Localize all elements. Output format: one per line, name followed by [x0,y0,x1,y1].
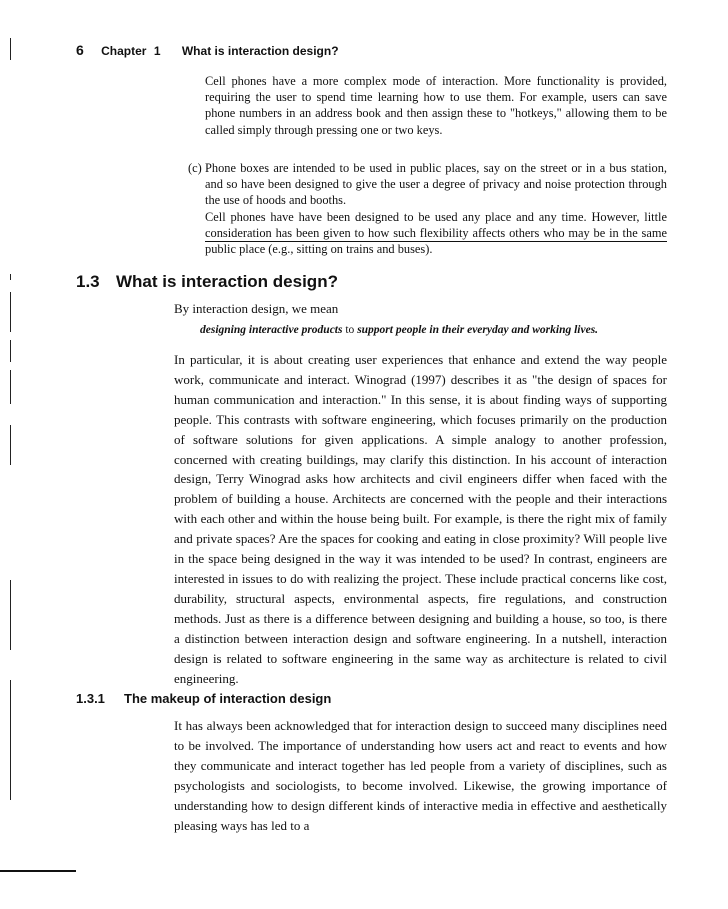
section-paragraph: In particular, it is about creating user experiences that enhance and extend the way people work, communicate and interact. Winograd (1997) describes it as "the design of spaces for human communication and interaction." In this sense, it is about finding ways of supporting people. This contrasts with software engineering, which focuses primarily on the production of software solutions for given applications. A simple analogy to another profession, concerned with creating buildings, may clarify this distinction. In his account of interaction design, Terry Winograd asks how architects and civil engineers differ when faced with the problem of building a house. Architects are concerned with the people and their interactions with each other and within the house being built. For example, is there the right mix of family and private spaces? Are the spaces for cooking and eating in close proximity? Will people live in the space being designed in the way it was intended to be used? In contrast, engineers are interested in issues to do with realizing the project. These include practical concerns like cost, durability, structural aspects, environmental aspects, fire regulations, and construction methods. Just as there is a difference between designing and building a house, so too, is there a distinction between interaction design and software engineering. In a nutshell, interaction design is related to software engineering in the same way as architecture is related to civil engineering. [174,352,667,686]
definition-connector: to [345,324,355,336]
margin-bar [10,274,11,280]
margin-bar [10,580,11,650]
running-title: What is interaction design? [181,44,339,58]
margin-bar [10,38,11,60]
section-intro: By interaction design, we mean [174,301,339,316]
margin-bar [10,370,11,404]
subsection-heading [76,691,331,706]
footer-rule [0,870,76,872]
page-number: 6 [76,42,84,58]
margin-bar [10,292,11,332]
section-number: 1.3 [76,272,100,291]
list-item-c [188,160,667,209]
margin-bar [10,425,11,465]
note-phone-boxes: Phone boxes are intended to be used in public places, say on the street or in a bus station, and so have been designed to give the user a degree of privacy and noise protection through the use of hoods and booths. [205,161,667,208]
margin-bar [10,680,11,800]
section-title: What is interaction design? [116,272,338,291]
note-cell-phones-complexity: Cell phones have a more complex mode of interaction. More functionality is provided, requiring the user to spend time learning how to use them. For example, users can save phone numbers in an address book and then assign these to "hotkeys," allowing them to be called simply through pressing one or two keys. [205,74,667,137]
margin-bar [10,340,11,362]
box-bottom-rule [205,241,667,242]
definition-part2: support people in their everyday and working lives. [357,324,599,336]
subsection-title: The makeup of interaction design [124,691,332,706]
subsection-number: 1.3.1 [76,691,105,706]
chapter-label: Chapter [101,44,147,58]
note-cell-phones-public: Cell phones have have been designed to be used any place and any time. However, little consideration has been given to how such flexibility affects others who may be in the same public place (e.g., sitting on trains and buses). [205,210,667,257]
definition-part1: designing interactive products [200,324,343,336]
list-label: (c) [188,161,202,175]
chapter-number: 1 [153,44,161,58]
section-heading [76,272,338,292]
subsection-paragraph: It has always been acknowledged that for interaction design to succeed many disciplines need to be involved. The importance of understanding how users act and react to events and how they communicate and interact together has led people from a variety of disciplines, such as psychologists and sociologists, to become involved. Likewise, the growing importance of understanding how to design different kinds of interactive media in effective and aesthetically pleasing ways has led to a [174,718,667,833]
definition-quote [200,324,598,336]
running-head [76,42,339,58]
